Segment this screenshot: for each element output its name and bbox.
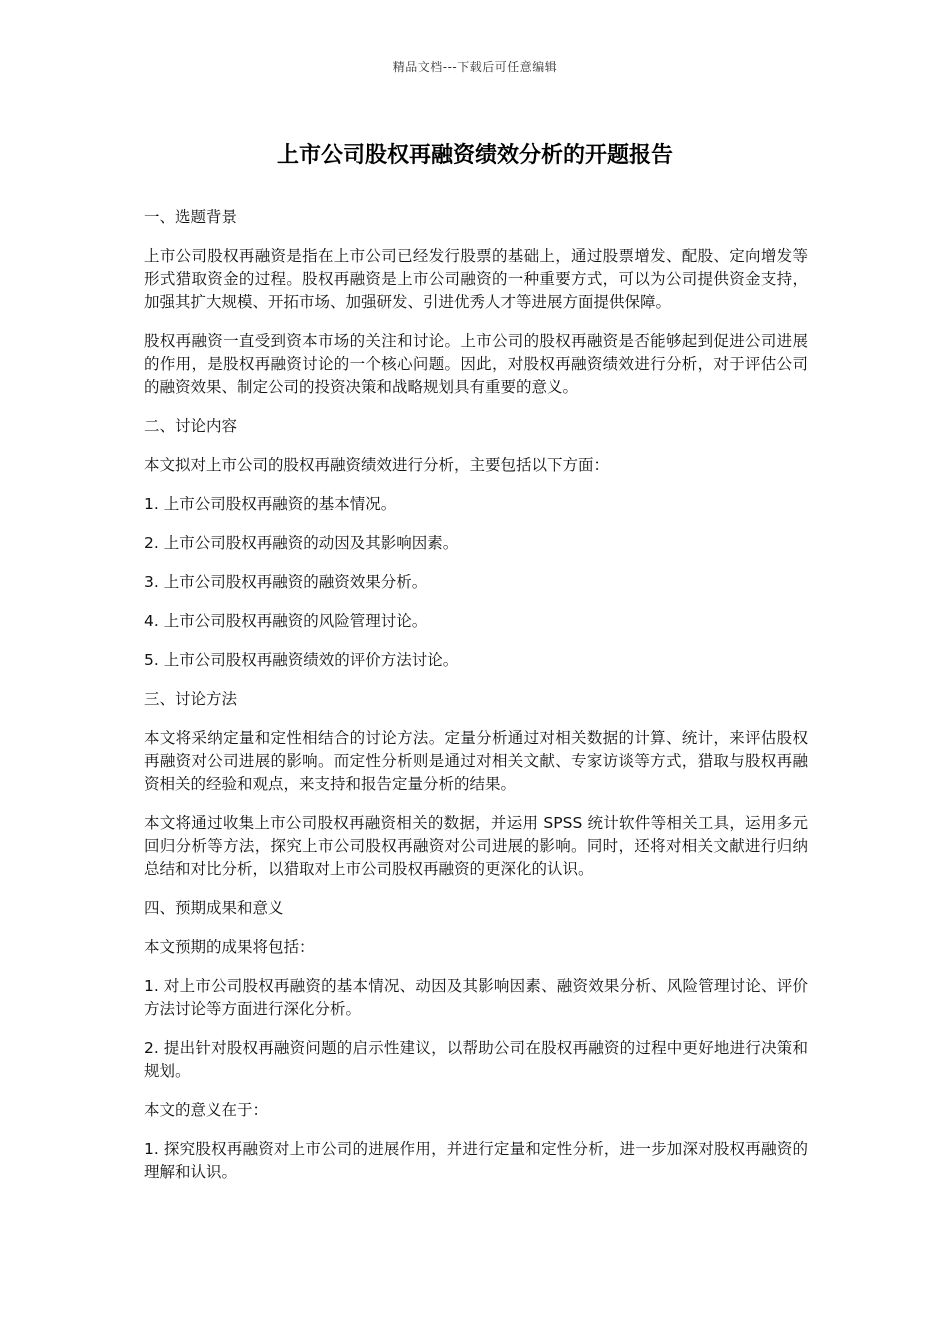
- list-item: 5. 上市公司股权再融资绩效的评价方法讨论。: [144, 651, 459, 669]
- paragraph: 本文预期的成果将包括：: [144, 938, 315, 956]
- list-item: 2. 提出针对股权再融资问题的启示性建议，以帮助公司在股权再融资的过程中更好地进行决策和规划。: [144, 1039, 808, 1080]
- paragraph: 上市公司股权再融资是指在上市公司已经发行股票的基础上，通过股票增发、配股、定向增发等形式猎取资金的过程。股权再融资是上市公司融资的一种重要方式，可以为公司提供资金支持，加强其扩大规模、开拓市场、加强研发、引进优秀人才等进展方面提供保障。: [144, 247, 808, 311]
- paragraph: 股权再融资一直受到资本市场的关注和讨论。上市公司的股权再融资是否能够起到促进公司进展的作用，是股权再融资讨论的一个核心问题。因此，对股权再融资绩效进行分析，对于评估公司的融资效果、制定公司的投资决策和战略规划具有重要的意义。: [144, 332, 808, 396]
- paragraph: 本文将采纳定量和定性相结合的讨论方法。定量分析通过对相关数据的计算、统计，来评估股权再融资对公司进展的影响。而定性分析则是通过对相关文献、专家访谈等方式，猎取与股权再融资相关的经验和观点，来支持和报告定量分析的结果。: [144, 729, 808, 793]
- list-item: 1. 探究股权再融资对上市公司的进展作用，并进行定量和定性分析，进一步加深对股权再融资的理解和认识。: [144, 1140, 808, 1181]
- list-item: 1. 上市公司股权再融资的基本情况。: [144, 495, 397, 513]
- section-heading-background: 一、选题背景: [144, 208, 238, 226]
- section-heading-content: 二、讨论内容: [144, 417, 238, 435]
- header-note: 精品文档---下载后可任意编辑: [392, 60, 558, 74]
- document-title: 上市公司股权再融资绩效分析的开题报告: [276, 143, 673, 168]
- section-heading-results: 四、预期成果和意义: [144, 899, 284, 917]
- paragraph: 本文将通过收集上市公司股权再融资相关的数据，并运用 SPSS 统计软件等相关工具，运用多元回归分析等方法，探究上市公司股权再融资对公司进展的影响。同时，还将对相关文献进行归纳总结和对比分析，以猎取对上市公司股权再融资的更深化的认识。: [144, 814, 808, 878]
- section-heading-method: 三、讨论方法: [144, 690, 238, 708]
- list-item: 3. 上市公司股权再融资的融资效果分析。: [144, 573, 428, 591]
- list-item: 1. 对上市公司股权再融资的基本情况、动因及其影响因素、融资效果分析、风险管理讨论、评价方法讨论等方面进行深化分析。: [144, 977, 808, 1018]
- paragraph: 本文拟对上市公司的股权再融资绩效进行分析，主要包括以下方面：: [144, 456, 610, 474]
- list-item: 4. 上市公司股权再融资的风险管理讨论。: [144, 612, 428, 630]
- document-body: [144, 206, 808, 1200]
- paragraph: 本文的意义在于：: [144, 1101, 269, 1119]
- list-item: 2. 上市公司股权再融资的动因及其影响因素。: [144, 534, 459, 552]
